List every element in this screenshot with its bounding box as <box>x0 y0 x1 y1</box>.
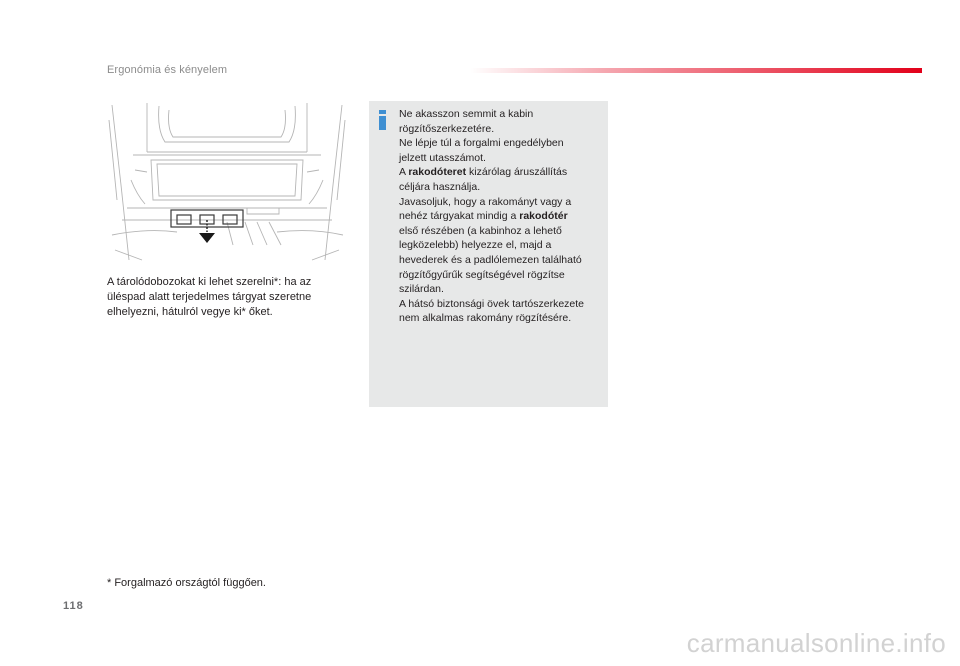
info-line: céljára használja. <box>399 180 481 193</box>
cargo-area-term: rakodótér <box>519 210 568 223</box>
info-line: jelzett utasszámot. <box>399 151 486 164</box>
info-line <box>399 165 605 180</box>
info-line: nem alkalmas rakomány rögzítésére. <box>399 312 572 325</box>
info-line: rögzítőgyűrűk segítségével rögzítse <box>399 268 565 281</box>
info-line: szilárdan. <box>399 283 444 296</box>
cargo-storage-illustration <box>107 100 347 265</box>
info-line: Ne lépje túl a forgalmi engedélyben <box>399 137 564 150</box>
info-text-fragment: kizárólag áruszállítás <box>466 166 568 179</box>
intro-line: üléspad alatt terjedelmes tárgyat szeretne <box>107 291 312 303</box>
info-line <box>399 209 605 224</box>
section-title: Ergonómia és kényelem <box>107 64 228 76</box>
info-line: első részében (a kabinhoz a lehető <box>399 224 562 237</box>
page-number: 118 <box>63 600 84 612</box>
info-text <box>399 107 605 326</box>
info-box <box>369 101 608 407</box>
footnote: * Forgalmazó országtól függően. <box>107 577 266 589</box>
info-line: legközelebb) helyezze el, majd a <box>399 239 552 252</box>
info-text-fragment: nehéz tárgyakat mindig a <box>399 210 520 223</box>
intro-paragraph <box>107 275 347 320</box>
info-line: rögzítőszerkezetére. <box>399 122 495 135</box>
intro-line: elhelyezni, hátulról vegye ki* őket. <box>107 306 273 318</box>
info-line: Javasoljuk, hogy a rakományt vagy a <box>399 195 572 208</box>
cargo-space-term: rakodóteret <box>408 166 467 179</box>
info-line: Ne akasszon semmit a kabin <box>399 108 534 120</box>
info-line: A hátsó biztonsági övek tartószerkezete <box>399 297 585 310</box>
header-accent-bar <box>470 68 922 73</box>
info-icon <box>378 110 387 130</box>
info-text-fragment: A <box>399 166 409 179</box>
info-line: hevederek és a padlólemezen található <box>399 253 582 266</box>
watermark: carmanualsonline.info <box>686 628 946 658</box>
intro-line: A tárolódobozokat ki lehet szerelni*: ha az <box>107 276 312 288</box>
